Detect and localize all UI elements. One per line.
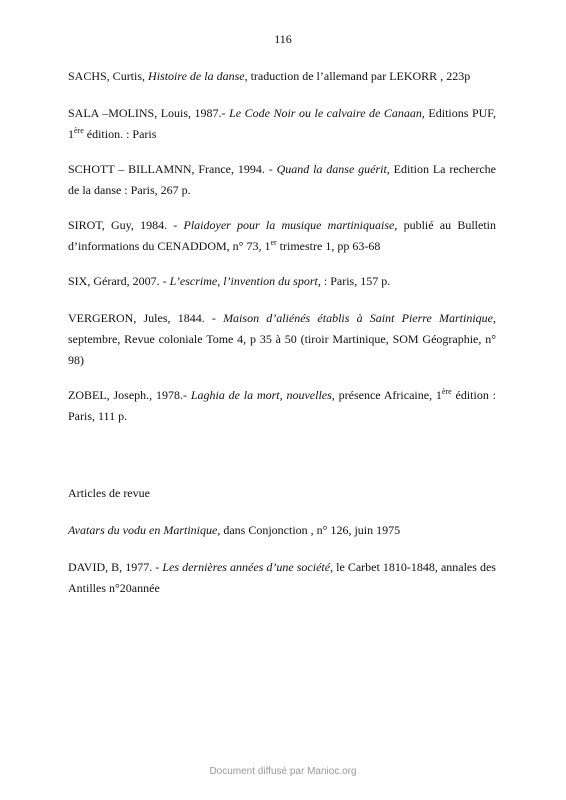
- entry-details: présence Africaine, 1: [334, 388, 442, 402]
- entry-title: Laghia de la mort, nouvelles,: [190, 388, 335, 402]
- bibliography-entry-sala-molins: [68, 103, 496, 145]
- page-number: 116: [274, 32, 292, 46]
- entry-author: SIX, Gérard, 2007. -: [68, 274, 170, 288]
- bibliography: [68, 66, 496, 613]
- entry-details: , Edition La recherche de la danse : Paris, 267 p.: [68, 162, 496, 197]
- bibliography-entry-sachs: [68, 66, 496, 87]
- entry-details: : Paris, 157 p.: [320, 274, 391, 288]
- entry-title: Maison d’aliénés établis à Saint Pierre Martinique: [223, 311, 494, 325]
- entry-details-continued: édition : Paris, 111 p.: [68, 388, 496, 423]
- entry-superscript: ère: [74, 126, 84, 135]
- entry-details: , septembre, Revue coloniale Tome 4, p 35 à 50 (tiroir Martinique, SOM Géographie, n° 98): [68, 311, 497, 367]
- entry-details-continued: édition. : Paris: [83, 127, 157, 141]
- entry-superscript: er: [270, 238, 277, 247]
- entry-author: SIROT, Guy, 1984. -: [68, 218, 184, 232]
- entry-title: L’escrime, l’invention du sport,: [169, 274, 321, 288]
- entry-title: Histoire de la danse: [148, 69, 245, 83]
- entry-author: SALA –MOLINS, Louis, 1987.-: [68, 106, 230, 120]
- entry-title: Avatars du vodu en Martinique: [68, 523, 218, 537]
- article-entry-avatars: [68, 520, 496, 541]
- entry-title: Les dernières années d’une société: [162, 560, 331, 574]
- entry-author: SACHS, Curtis,: [68, 69, 149, 83]
- entry-details-continued: trimestre 1, pp 63-68: [276, 239, 381, 253]
- bibliography-entry-vergeron: [68, 308, 496, 371]
- entry-author: DAVID, B, 1977. -: [68, 560, 163, 574]
- entry-details: , traduction de l’allemand par LEKORR , 223p: [244, 69, 471, 83]
- bibliography-entry-schott-billamnn: [68, 159, 496, 201]
- entry-title: Le Code Noir ou le calvaire de Canaan,: [229, 106, 425, 120]
- entry-details: , publié au Bulletin d’informations du CENADDOM, n° 73, 1: [68, 218, 496, 253]
- entry-author: SCHOTT – BILLAMNN, France, 1994. -: [68, 162, 277, 176]
- entry-details: , dans Conjonction , n° 126, juin 1975: [217, 523, 401, 537]
- entry-details: , le Carbet 1810-1848, annales des Antilles n°20année: [68, 560, 496, 595]
- entry-title: Plaidoyer pour la musique martiniquaise: [183, 218, 395, 232]
- bibliography-entry-zobel: [68, 385, 496, 427]
- section-heading-articles: Articles de revue: [68, 486, 150, 500]
- footer-credit: Document diffusé par Manioc.org: [209, 766, 357, 777]
- bibliography-entry-sirot: [68, 215, 496, 257]
- article-entry-david: [68, 557, 496, 599]
- bibliography-entry-six: [68, 271, 496, 292]
- entry-author: ZOBEL, Joseph., 1978.-: [68, 388, 191, 402]
- entry-title: Quand la danse guérit: [276, 162, 387, 176]
- entry-details: Editions PUF, 1: [68, 106, 496, 141]
- entry-author: VERGERON, Jules, 1844. -: [68, 311, 224, 325]
- entry-superscript: ère: [441, 387, 452, 396]
